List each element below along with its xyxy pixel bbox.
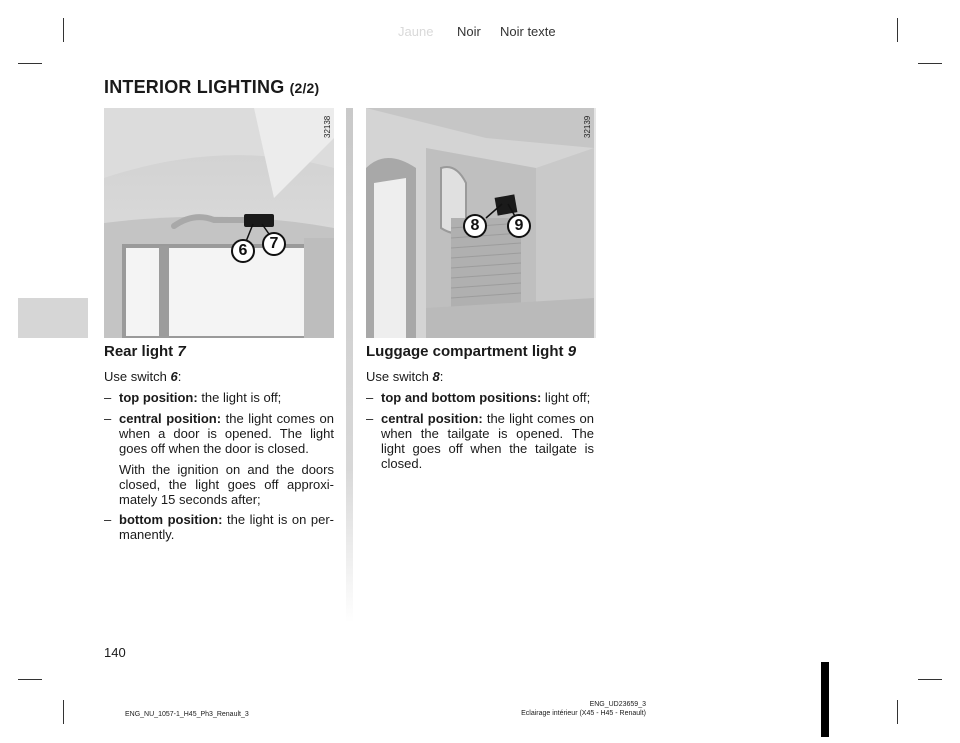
ignition-note: With the ignition on and the doors closed, the light goes off approxi-mately 15 seconds after; <box>119 462 334 507</box>
page-title <box>104 77 319 98</box>
photo-reference-code: 32139 <box>583 115 592 138</box>
photo-reference-code: 32138 <box>323 115 332 138</box>
list-item <box>366 411 594 473</box>
crop-mark <box>63 18 64 42</box>
page-number: 140 <box>104 645 126 660</box>
item-label: central position: <box>381 411 483 426</box>
crop-mark <box>18 63 42 64</box>
heading-number: 7 <box>177 343 186 360</box>
rear-light-photo <box>104 108 334 338</box>
crop-mark <box>897 700 898 724</box>
list-dash: – <box>104 411 112 426</box>
rear-light-heading <box>104 343 186 360</box>
callout-9: 9 <box>507 214 531 238</box>
footer-left: ENG_NU_1057-1_H45_Ph3_Renault_3 <box>125 711 249 718</box>
callout-7: 7 <box>262 232 286 256</box>
list-item <box>104 390 334 406</box>
print-color-label: Jaune <box>398 24 434 39</box>
list-dash: – <box>366 390 374 405</box>
switch-number: 6 <box>170 369 178 384</box>
luggage-light-heading <box>366 343 576 360</box>
print-color-label: Noir texte <box>500 24 556 39</box>
luggage-light-photo <box>366 108 596 338</box>
callout-leaders <box>104 108 334 338</box>
crop-mark <box>918 63 942 64</box>
print-color-label: Noir <box>457 24 481 39</box>
intro-suffix: : <box>177 369 182 384</box>
column-divider <box>346 108 353 623</box>
crop-mark <box>918 679 942 680</box>
callout-6: 6 <box>231 239 255 263</box>
switch-number: 8 <box>432 369 440 384</box>
item-label: top position: <box>119 390 198 405</box>
section-marker-bar <box>821 662 829 737</box>
item-label: bottom position: <box>119 512 223 527</box>
luggage-light-intro <box>366 369 594 384</box>
list-dash: – <box>366 411 374 426</box>
intro-suffix: : <box>439 369 444 384</box>
item-text: light off; <box>541 390 591 405</box>
item-text: the light is on per-manently. <box>119 512 334 542</box>
list-item <box>104 411 334 457</box>
list-item <box>104 512 334 544</box>
list-dash: – <box>104 390 112 405</box>
heading-number: 9 <box>567 343 577 360</box>
chapter-tab <box>18 298 88 338</box>
rear-light-intro <box>104 369 334 384</box>
page-title-main: INTERIOR LIGHTING <box>104 77 285 97</box>
item-label: central position: <box>119 411 222 426</box>
list-item <box>366 390 594 406</box>
page-title-part: (2/2) <box>289 80 320 96</box>
intro-text: Use switch <box>104 369 171 384</box>
crop-mark <box>63 700 64 724</box>
footer-right-line2: Eclairage intérieur (X45 - H45 - Renault) <box>521 710 646 717</box>
heading-text: Rear light <box>104 343 174 360</box>
item-text: the light is off; <box>197 390 282 405</box>
list-dash: – <box>104 512 112 527</box>
callout-8: 8 <box>463 214 487 238</box>
heading-text: Luggage compartment light <box>366 343 564 360</box>
item-text: the light comes on when a door is opened. The light goes off when the door is closed. <box>119 411 334 456</box>
footer-right-line1: ENG_UD23659_3 <box>589 701 646 708</box>
item-text: the light comes on when the tailgate is opened. The light goes off when the tailgate is closed. <box>381 411 594 471</box>
crop-mark <box>18 679 42 680</box>
intro-text: Use switch <box>366 369 433 384</box>
item-label: top and bottom positions: <box>381 390 542 405</box>
crop-mark <box>897 18 898 42</box>
